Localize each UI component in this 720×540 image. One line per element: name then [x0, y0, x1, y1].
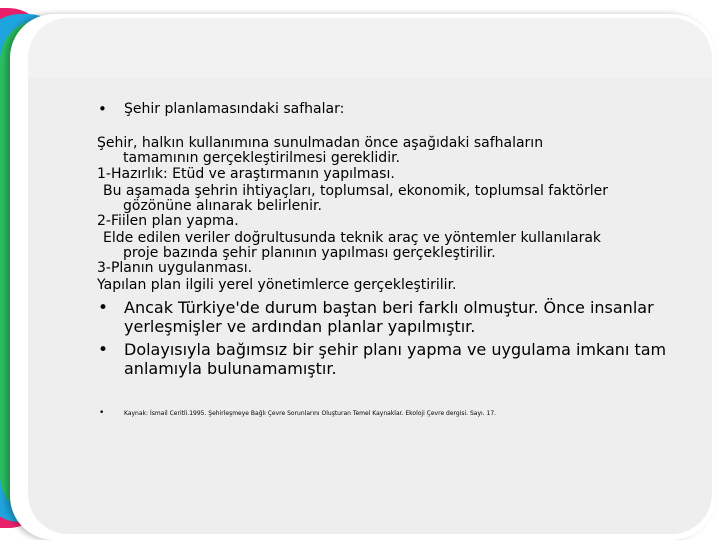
slide-body	[28, 18, 712, 534]
body-line: Yapılan plan ilgili yerel yönetimlerce gerçekleştirilir.	[97, 277, 457, 293]
bullet-text: yerleşmişler ve ardından planlar yapılmıştır.	[124, 317, 476, 336]
bullet-text: Ancak Türkiye'de durum baştan beri farklı olmuştur. Önce insanlar	[124, 298, 654, 317]
body-line: 2-Fiilen plan yapma.	[97, 213, 239, 229]
body-line: tamamının gerçekleştirilmesi gereklidir.	[123, 150, 401, 166]
body-line: 1-Hazırlık: Etüd ve araştırmanın yapılması.	[97, 166, 395, 182]
body-line: Elde edilen veriler doğrultusunda teknik araç ve yöntemler kullanılarak	[103, 230, 602, 246]
slide-title-area	[28, 18, 712, 78]
bullet-text: anlamıyla bulunamamıştır.	[124, 359, 337, 378]
body-line: 3-Planın uygulanması.	[97, 260, 253, 276]
body-line: Bu aşamada şehrin ihtiyaçları, toplumsal, ekonomik, toplumsal faktörler	[103, 183, 608, 199]
bullet-marker: •	[98, 340, 109, 360]
bullet-text: Dolayısıyla bağımsız bir şehir planı yapma ve uygulama imkanı tam	[124, 340, 667, 359]
bullet-marker: •	[99, 408, 105, 418]
body-line: proje bazında şehir planının yapılması gerçekleştirilir.	[123, 245, 496, 261]
slide-heading: Şehir planlamasındaki safhalar:	[124, 101, 345, 117]
body-line: gözönüne alınarak belirlenir.	[123, 198, 322, 214]
bullet-marker: •	[98, 100, 107, 118]
source-citation: Kaynak: İsmail Ceritli.1995. Şehirleşmeye Bağlı Çevre Sorunlarını Oluşturan Temel Kaynaklar. Ekoloji Çevre dergisi. Sayı. 17.	[124, 410, 497, 417]
body-line: Şehir, halkın kullanımına sunulmadan önce aşağıdaki safhaların	[97, 135, 544, 151]
bullet-marker: •	[98, 298, 109, 318]
